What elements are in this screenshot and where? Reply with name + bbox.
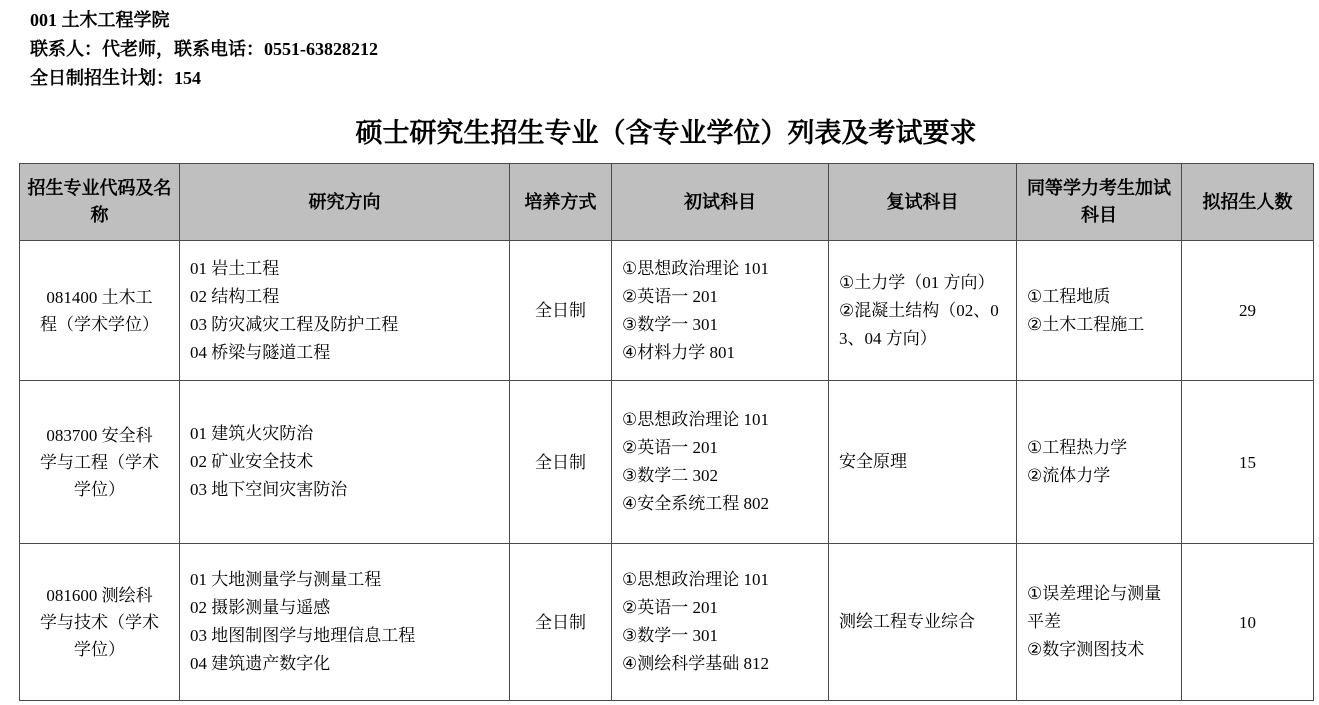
initial-exam-cell (612, 544, 829, 701)
cell-line: ③数学二 302 (622, 466, 718, 485)
enrollment-quota-cell: 10 (1182, 544, 1314, 701)
cell-line: ①思想政治理论 101 (622, 258, 769, 278)
col-header-study-mode: 培养方式 (510, 164, 612, 241)
document-header (0, 0, 1319, 93)
initial-exam-cell (612, 381, 829, 544)
cell-line: 01 岩土工程 (190, 258, 280, 278)
cell-line: ②英语一 201 (622, 598, 718, 617)
cell-line: 03 防灾减灾工程及防护工程 (190, 314, 399, 334)
col-header-planned-enrollment: 拟招生人数 (1182, 164, 1314, 241)
contact-line: 联系人：代老师，联系电话：0551-63828212 (30, 39, 378, 59)
cell-line: ②英语一 201 (622, 286, 718, 306)
cell-line: ①工程地质 (1027, 286, 1111, 306)
cell-line: ③数学一 301 (622, 626, 718, 645)
supplementary-exam-cell (1017, 544, 1182, 701)
cell-line: 01 建筑火灾防治 (190, 424, 314, 443)
col-header-supplementary-exam: 同等学力考生加试科目 (1017, 164, 1182, 241)
retest-exam-cell (829, 381, 1017, 544)
col-header-code-name: 招生专业代码及名称 (20, 164, 180, 241)
retest-exam-cell (829, 544, 1017, 701)
cell-line: 04 建筑遗产数字化 (190, 654, 331, 673)
initial-exam-cell (612, 241, 829, 381)
enrollment-quota-cell: 29 (1182, 241, 1314, 381)
table-row-civil-engineering (20, 241, 1314, 381)
cell-line: ①思想政治理论 101 (622, 570, 769, 589)
cell-line: ②英语一 201 (622, 438, 718, 457)
supplementary-exam-cell (1017, 381, 1182, 544)
study-mode-cell: 全日制 (510, 241, 612, 381)
cell-line: 03 地图制图学与地理信息工程 (190, 626, 416, 645)
page-title: 硕士研究生招生专业（含专业学位）列表及考试要求 (355, 118, 977, 148)
table-row-surveying-mapping (20, 544, 1314, 701)
retest-exam-cell (829, 241, 1017, 381)
cell-line: ②土木工程施工 (1027, 314, 1145, 334)
cell-line: 安全原理 (839, 452, 907, 471)
research-directions-cell (180, 381, 510, 544)
cell-line: ②数字测图技术 (1027, 640, 1145, 659)
cell-line: 02 结构工程 (190, 286, 280, 306)
cell-line: ①思想政治理论 101 (622, 410, 769, 429)
cell-line: 02 摄影测量与遥感 (190, 598, 331, 617)
program-code-cell: 081400 土木工程（学术学位） (20, 241, 180, 381)
cell-line: ④安全系统工程 802 (622, 494, 769, 513)
supplementary-exam-cell (1017, 241, 1182, 381)
study-mode-cell: 全日制 (510, 381, 612, 544)
table-row-safety-science (20, 381, 1314, 544)
cell-line: ②流体力学 (1027, 466, 1111, 485)
cell-line: ①工程热力学 (1027, 438, 1128, 457)
program-code-cell: 081600 测绘科学与技术（学术学位） (20, 544, 180, 701)
cell-line: ①土力学（01 方向） (839, 272, 995, 292)
col-header-retest-exam: 复试科目 (829, 164, 1017, 241)
college-line: 001 土木工程学院 (30, 10, 170, 30)
cell-line: ①误差理论与测量平差 (1027, 584, 1162, 631)
cell-line: 测绘工程专业综合 (839, 612, 975, 631)
table-header-row (20, 164, 1314, 241)
research-directions-cell (180, 241, 510, 381)
cell-line: ④材料力学 801 (622, 342, 735, 362)
enrollment-quota-cell: 15 (1182, 381, 1314, 544)
program-code-cell: 083700 安全科学与工程（学术学位） (20, 381, 180, 544)
cell-line: 01 大地测量学与测量工程 (190, 570, 382, 589)
admission-table (19, 163, 1314, 701)
study-mode-cell: 全日制 (510, 544, 612, 701)
research-directions-cell (180, 544, 510, 701)
cell-line: 03 地下空间灾害防治 (190, 480, 348, 499)
col-header-research-directions: 研究方向 (180, 164, 510, 241)
cell-line: ③数学一 301 (622, 314, 718, 334)
cell-line: ②混凝土结构（02、03、04 方向） (839, 300, 999, 348)
cell-line: 02 矿业安全技术 (190, 452, 314, 471)
cell-line: 04 桥梁与隧道工程 (190, 342, 331, 362)
enrollment-plan-line: 全日制招生计划：154 (30, 68, 201, 88)
col-header-initial-exam: 初试科目 (612, 164, 829, 241)
cell-line: ④测绘科学基础 812 (622, 654, 769, 673)
